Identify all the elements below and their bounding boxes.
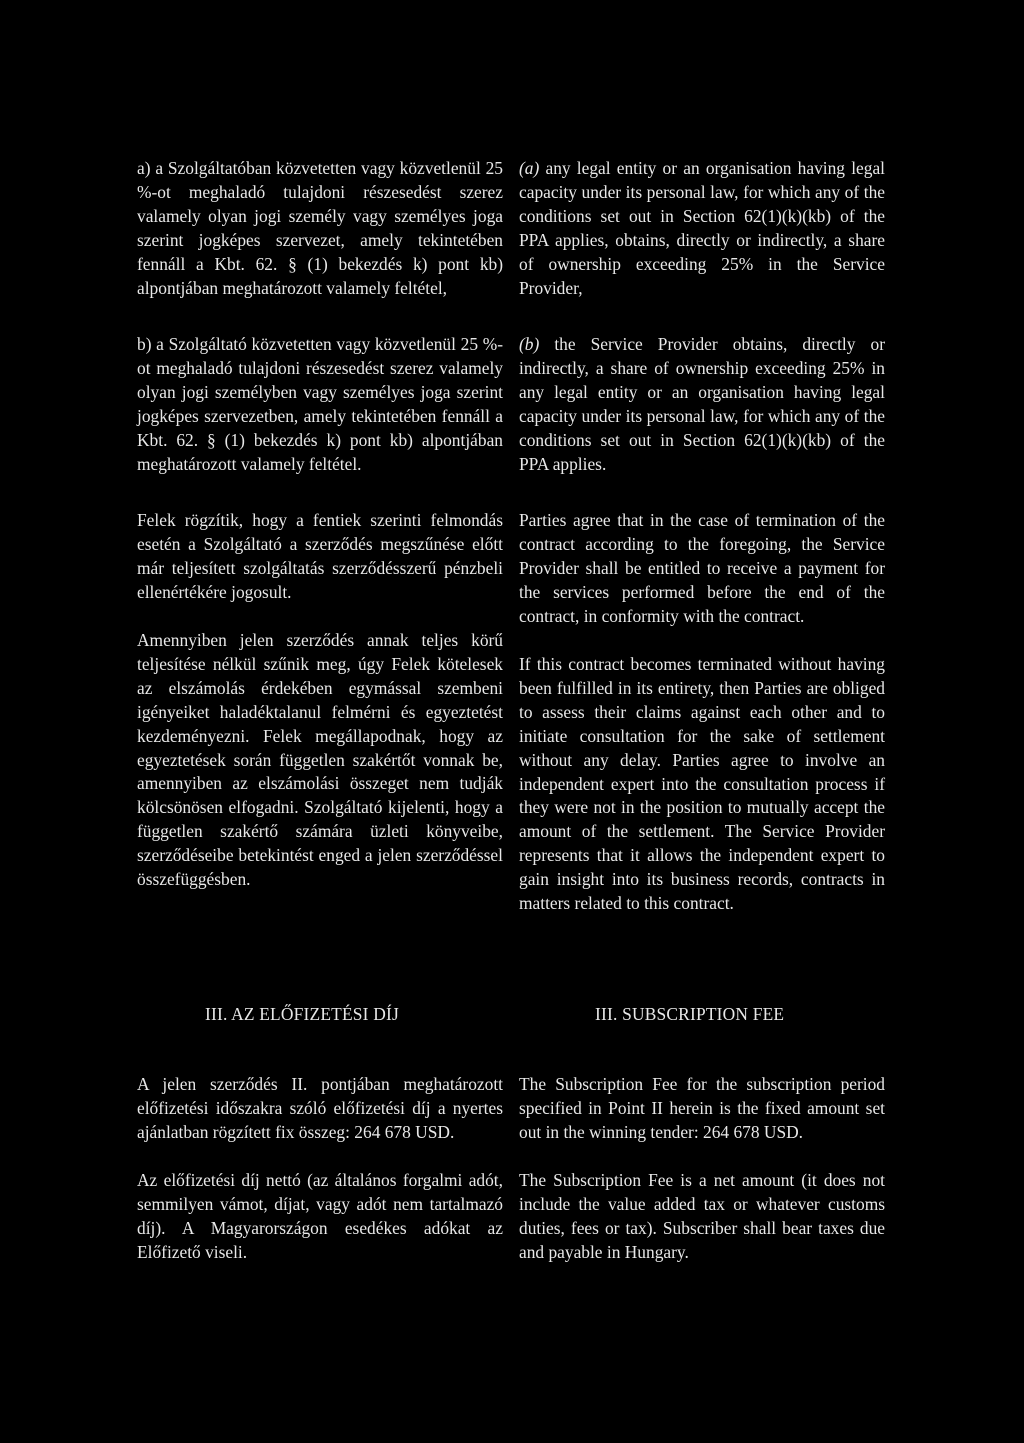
section-iii-heading-hu: III. AZ ELŐFIZETÉSI DÍJ	[205, 1004, 399, 1024]
en-paragraph-a-text: any legal entity or an organisation having legal capacity under its personal law, for which any of the conditions set out in Section 62(1)(k)(kb) of the PPA applies, obtains, directly or indirectly, a share of ownership exceeding 25% in the Service Provider,	[519, 158, 885, 298]
hu-paragraph-felek: Felek rögzítik, hogy a fentiek szerinti felmondás esetén a Szolgáltató a szerződés megszűnése előtt már teljesített szolgáltatás szerződésszerű pénzbeli ellenértékére jogosult.	[137, 510, 503, 602]
en-paragraph-b-text: the Service Provider obtains, directly or indirectly, a share of ownership exceeding 25% in any legal entity or an organisation having legal capacity under its personal law, for which any of the conditions set out in Section 62(1)(k)(kb) of the PPA applies.	[519, 334, 885, 474]
section-iii-heading-en: III. SUBSCRIPTION FEE	[595, 1004, 785, 1024]
en-paragraph-b	[519, 333, 885, 476]
en-paragraph-a	[519, 157, 885, 300]
en-paragraph-a-label: (a)	[519, 158, 540, 178]
hu-subscription-fee-paragraph: A jelen szerződés II. pontjában meghatározott előfizetési időszakra szóló előfizetési díj a nyertes ajánlatban rögzített fix összeg: 264 678 USD.	[137, 1074, 503, 1142]
hu-paragraph-amennyiben: Amennyiben jelen szerződés annak teljes körű teljesítése nélkül szűnik meg, úgy Felek kötelesek az elszámolás érdekében egymással szembeni igényeiket haladéktalanul felmérni és egyeztetést kezdeményezni. Felek megállapodnak, hogy az egyeztetések során független szakértőt vonnak be, amennyiben az elszámolási összeget nem tudják kölcsönösen elfogadni. Szolgáltató kijelenti, hogy a független szakértő számára üzleti könyveibe, szerződéseibe betekintést enged a jelen szerződéssel összefüggésben.	[137, 630, 503, 890]
en-paragraph-parties: Parties agree that in the case of termination of the contract according to the foregoing, the Service Provider shall be entitled to receive a payment for the services performed before the end of the contract, in conformity with the contract.	[519, 510, 885, 626]
hu-paragraph-b: b) a Szolgáltató közvetetten vagy közvetlenül 25 %-ot meghaladó tulajdoni részesedést szerez valamely olyan jogi személyben vagy személyes joga szerint jogképes szervezetben, amely tekintetében fennáll a Kbt. 62. § (1) bekezdés k) pont kb) alpontjában meghatározott valamely feltétel.	[137, 334, 503, 474]
hu-net-amount-paragraph: Az előfizetési díj nettó (az általános forgalmi adót, semmilyen vámot, díjat, vagy adót nem tartalmazó díj). A Magyarországon esedékes adókat az Előfizető viseli.	[137, 1170, 503, 1262]
hu-paragraph-a: a) a Szolgáltatóban közvetetten vagy közvetlenül 25 %-ot meghaladó tulajdoni részesedést szerez valamely olyan jogi személy vagy személyes joga szerint jogképes szervezet, amely tekintetében fennáll a Kbt. 62. § (1) bekezdés k) pont kb) alpontjában meghatározott valamely feltétel,	[137, 158, 503, 298]
en-subscription-fee-paragraph: The Subscription Fee for the subscription period specified in Point II herein is the fixed amount set out in the winning tender: 264 678 USD.	[519, 1074, 885, 1142]
en-paragraph-if: If this contract becomes terminated without having been fulfilled in its entirety, then Parties are obliged to assess their claims against each other and to initiate consultation for the sake of settlement without any delay. Parties agree to involve an independent expert into the consultation process if they were not in the position to mutually accept the amount of the settlement. The Service Provider represents that it allows the independent expert to gain insight into its business records, contracts in matters related to this contract.	[519, 654, 885, 914]
en-net-amount-paragraph: The Subscription Fee is a net amount (it does not include the value added tax or whatever customs duties, fees or tax). Subscriber shall bear taxes due and payable in Hungary.	[519, 1170, 885, 1262]
en-paragraph-b-label: (b)	[519, 334, 540, 354]
